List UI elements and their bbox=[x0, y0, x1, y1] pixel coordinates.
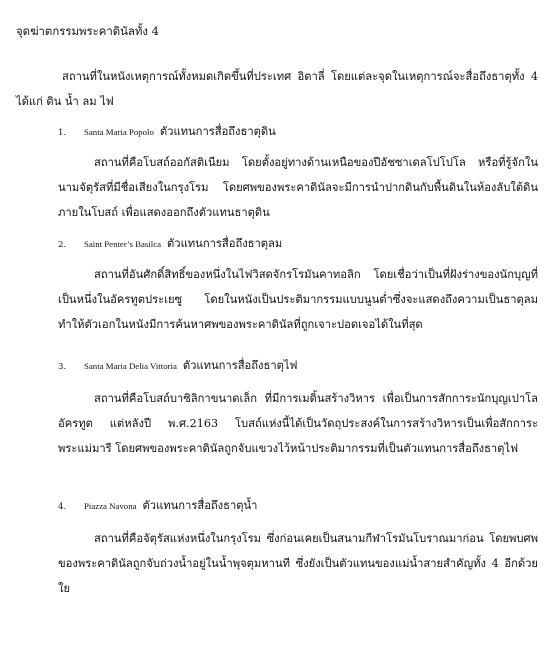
item-4-latin-name: Piazza Navona bbox=[84, 501, 137, 511]
intro-paragraph: สถานที่ในหนังเหตุการณ์ทั้งหมดเกิดขึ้นที่ประเทศ อิตาลี่ โดยแต่ละจุดในเหตุการณ์จะสื่อถึงธาตุทั้ง 4 ได้แก่ ดิน น้ำ ลม ไฟ bbox=[16, 70, 538, 108]
item-1-heading-text: ตัวแทนการสื่อถึงธาตุดิน bbox=[159, 125, 276, 138]
item-1-body: สถานที่คือโบสถ์ออกัสติเนียม โดยตั้งอยู่ทางด้านเหนือของปีอัชซาเดลโปโปโล หรือที่รู้จักในนามจัตุรัสที่มีชื่อเสียงในกรุงโรม โดยศพของพระคาดินัลจะมีการนำปากดินกับพื้นดินในห้องลับใต้ดินภายในโบสถ์ เพื่อแสดงออกถึงตัวแทนธาตุดิน bbox=[58, 156, 538, 219]
item-1-number: 1. bbox=[58, 128, 67, 138]
item-3-number: 3. bbox=[58, 362, 67, 372]
item-3-heading bbox=[58, 358, 297, 374]
item-1-heading bbox=[58, 124, 276, 140]
item-3-latin-name: Santa Maria Delia Vittoria bbox=[84, 361, 177, 371]
document-title: จุดฆ่าตกรรมพระคาดินัลทั้ง 4 bbox=[16, 24, 159, 38]
item-4-number: 4. bbox=[58, 502, 67, 512]
item-3-body: สถานที่คือโบสถ์บาซิลิกาขนาดเล็ก ที่มีการเมดิ้นสร้างวิหาร เพื่อเป็นการสักการะนักบุญเปาโลอัครทูต แต่หลังปี พ.ศ.2163 โบสถ์แห่งนี้ได้เป็นวัดถุประสงค์ในการสร้างวิหารเป็นเพื่อสักการะพระแม่มารี โดยศพของพระคาดินัลถูกจับแขวงไว้หน้าประติมากรรมที่เป็นตัวแทนการสื่อถึงธาตุไฟ bbox=[58, 392, 538, 455]
item-4-body: สถานที่คือจัตุรัสแห่งหนึ่งในกรุงโรม ซึ่งก่อนเคยเป็นสนามกีฬาโรมันโบราณมาก่อน โดยพบศพของพระคาดินัลถูกจับถ่วงน้ำอยู่ในน้ำพุจตุมหานที ซึ่งยังเป็นตัวแทนของแม่น้ำสายสำคัญทั้ง 4 อีกด้วยใย bbox=[58, 532, 538, 595]
item-2-number: 2. bbox=[58, 240, 67, 250]
item-4-heading bbox=[58, 498, 257, 514]
item-3-heading-text: ตัวแทนการสื่อถึงธาตุไฟ bbox=[182, 359, 298, 372]
item-4-heading-text: ตัวแทนการสื่อถึงธาตุน้ำ bbox=[142, 499, 258, 512]
item-2-heading bbox=[58, 236, 282, 252]
item-2-latin-name: Saint Penter’s Basilca bbox=[84, 239, 162, 249]
item-2-heading-text: ตัวแทนการสื่อถึงธาตุลม bbox=[167, 237, 283, 250]
item-2-body: สถานที่อันศักดิ์สิทธิ์ของหนึ่งในไฟวิสดจักรโรมันคาทอลิก โดยเชื่อว่าเป็นที่ฝังร่างของนักบุญที่เป็นหนึ่งในอัครทูตประเยซู โดยในหนังเป็นประติมากรรมแบบนูนต่ำซึ่งจะแสดงถึงความเป็นธาตุลม ทำให้ตัวเอกในหนังมีการค้นหาศพของพระคาดินัลที่ถูกเจาะปอดเจอได้ในที่สุด bbox=[58, 268, 538, 331]
item-1-latin-name: Santa Maria Popolo bbox=[84, 127, 154, 137]
